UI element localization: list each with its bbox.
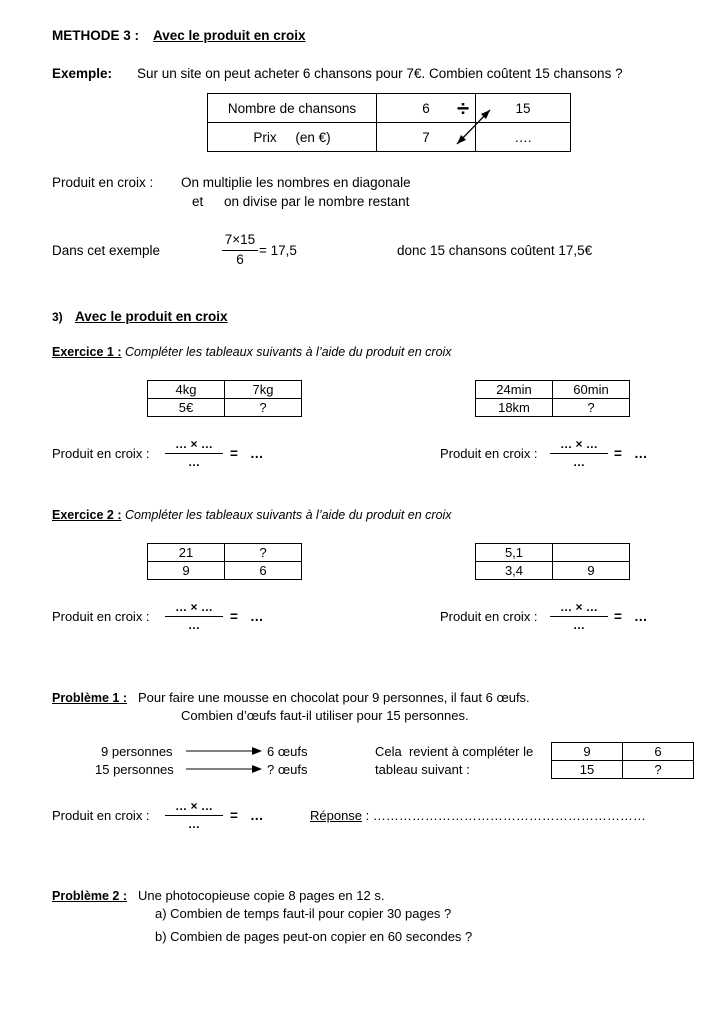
- example-numerator: 7×15: [224, 232, 256, 247]
- table-cell: ?: [225, 399, 302, 417]
- exemple-cell: 7: [377, 123, 476, 152]
- exemple-cell: ….: [476, 123, 571, 152]
- fraction-bar: [550, 453, 608, 454]
- table-cell: 9: [552, 743, 623, 761]
- table-cell: [553, 544, 630, 562]
- exemple-cell: 6: [377, 94, 476, 123]
- formula-denominator: …: [573, 618, 585, 632]
- fraction-bar: [165, 453, 223, 454]
- table-cell: 6: [623, 743, 694, 761]
- reponse-label: Réponse: [310, 808, 363, 823]
- formula-equals: =: [230, 808, 238, 823]
- example-result: = 17,5: [259, 243, 297, 258]
- table-cell: 60min: [553, 381, 630, 399]
- table-cell: 4kg: [148, 381, 225, 399]
- section-number: 3): [52, 310, 63, 324]
- formula-denominator: …: [188, 817, 200, 831]
- fraction-bar: [165, 815, 223, 816]
- example-denominator: 6: [236, 252, 244, 267]
- formula-denominator: …: [573, 455, 585, 469]
- arrow-right-icon: [186, 764, 262, 774]
- probleme1-label: Problème 1 :: [52, 691, 128, 705]
- probleme1-cela2: tableau suivant :: [375, 762, 470, 777]
- formula-label: Produit en croix :: [52, 446, 150, 461]
- formula-denominator: …: [188, 455, 200, 469]
- probleme1-row1-right: 6 œufs: [267, 744, 308, 759]
- table-cell: 6: [225, 562, 302, 580]
- table-cell: 9: [148, 562, 225, 580]
- table-cell: 18km: [476, 399, 553, 417]
- section-title: Avec le produit en croix: [75, 309, 228, 324]
- table-cell: 15: [552, 761, 623, 779]
- formula-equals: =: [614, 446, 622, 461]
- exemple-cell: Prix (en €): [208, 123, 377, 152]
- exemple-text: Sur un site on peut acheter 6 chansons pour 7€. Combien coûtent 15 chansons ?: [137, 66, 623, 81]
- probleme1-table: [551, 742, 694, 779]
- formula-result: …: [634, 446, 648, 461]
- exemple-table: [207, 93, 571, 152]
- formula-result: …: [250, 808, 264, 823]
- formula-equals: =: [230, 609, 238, 624]
- methode-title: Avec le produit en croix: [153, 28, 306, 43]
- exercice1-label: Exercice 1 :: [52, 345, 122, 359]
- probleme2-question-b: b) Combien de pages peut-on copier en 60 secondes ?: [155, 929, 473, 944]
- exemple-cell: Nombre de chansons: [208, 94, 377, 123]
- exercice2-table-left: [147, 543, 302, 580]
- exercice1-table-left: [147, 380, 302, 417]
- produit-def-label: Produit en croix :: [52, 175, 154, 190]
- table-cell: 5€: [148, 399, 225, 417]
- formula-numerator: … × …: [175, 799, 213, 813]
- exemple-label: Exemple:: [52, 66, 113, 81]
- probleme1-row2-right: ? œufs: [267, 762, 308, 777]
- produit-def-line2: on divise par le nombre restant: [224, 194, 410, 209]
- table-cell: 24min: [476, 381, 553, 399]
- produit-def-line1: On multiplie les nombres en diagonale: [181, 175, 411, 190]
- formula-result: …: [250, 609, 264, 624]
- dans-exemple-label: Dans cet exemple: [52, 243, 161, 258]
- formula-numerator: … × …: [175, 437, 213, 451]
- example-conclusion: donc 15 chansons coûtent 17,5€: [397, 243, 593, 258]
- reponse-dots: : ………………………………………………………: [362, 808, 646, 823]
- methode-label: METHODE 3 :: [52, 28, 140, 43]
- formula-label: Produit en croix :: [440, 609, 538, 624]
- arrow-right-icon: [186, 746, 262, 756]
- formula-label: Produit en croix :: [52, 609, 150, 624]
- exemple-cell: 15: [476, 94, 571, 123]
- divide-symbol: ÷: [457, 96, 470, 121]
- table-cell: ?: [225, 544, 302, 562]
- probleme2-line1: Une photocopieuse copie 8 pages en 12 s.: [138, 888, 385, 903]
- table-cell: 21: [148, 544, 225, 562]
- formula-numerator: … × …: [175, 600, 213, 614]
- exercice2-heading: [52, 508, 452, 523]
- probleme2-label: Problème 2 :: [52, 889, 128, 903]
- table-cell: 7kg: [225, 381, 302, 399]
- exercice2-table-right: [475, 543, 630, 580]
- formula-equals: =: [230, 446, 238, 461]
- formula-numerator: … × …: [560, 437, 598, 451]
- exercice2-label: Exercice 2 :: [52, 508, 122, 522]
- probleme1-line1: Pour faire une mousse en chocolat pour 9 personnes, il faut 6 œufs.: [138, 690, 530, 705]
- formula-denominator: …: [188, 618, 200, 632]
- formula-result: …: [634, 609, 648, 624]
- table-cell: ?: [553, 399, 630, 417]
- table-cell: 9: [553, 562, 630, 580]
- fraction-bar: [165, 616, 223, 617]
- table-cell: 3,4: [476, 562, 553, 580]
- formula-equals: =: [614, 609, 622, 624]
- formula-label: Produit en croix :: [52, 808, 150, 823]
- produit-def-et: et: [192, 194, 204, 209]
- exercice2-instruction: Compléter les tableaux suivants à l’aide du produit en croix: [124, 508, 452, 522]
- probleme1-cela1: Cela revient à compléter le: [375, 744, 534, 759]
- diagonal-arrow-icon: [450, 104, 500, 149]
- formula-label: Produit en croix :: [440, 446, 538, 461]
- table-cell: 5,1: [476, 544, 553, 562]
- fraction-bar: [222, 250, 258, 251]
- exercice1-instruction: Compléter les tableaux suivants à l’aide du produit en croix: [124, 345, 452, 359]
- fraction-bar: [550, 616, 608, 617]
- reponse-line: [310, 808, 646, 824]
- probleme1-line2: Combien d’œufs faut-il utiliser pour 15 personnes.: [181, 708, 469, 723]
- table-cell: ?: [623, 761, 694, 779]
- exercice1-table-right: [475, 380, 630, 417]
- probleme1-row2-left: 15 personnes: [95, 762, 174, 777]
- formula-result: …: [250, 446, 264, 461]
- probleme1-row1-left: 9 personnes: [101, 744, 173, 759]
- probleme2-question-a: a) Combien de temps faut-il pour copier 30 pages ?: [155, 906, 452, 921]
- formula-numerator: … × …: [560, 600, 598, 614]
- exercice1-heading: [52, 345, 452, 360]
